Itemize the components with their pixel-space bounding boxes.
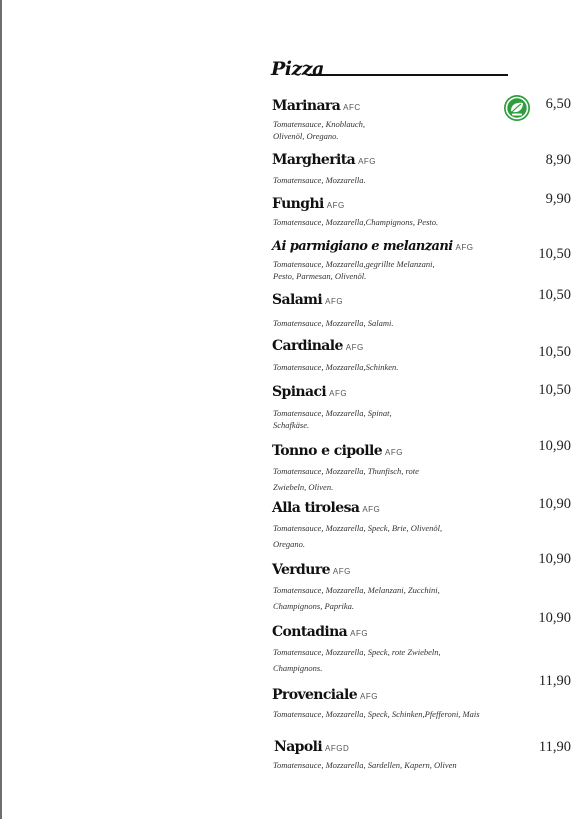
item-allergens: AFG (326, 201, 345, 210)
menu-item-marinara (272, 96, 582, 142)
menu-item-cardinale (272, 336, 582, 373)
menu-item-provenciale (272, 673, 582, 720)
menu-item-margherita (272, 150, 582, 186)
item-allergens: AFG (360, 692, 378, 701)
item-price: 10,50 (538, 246, 571, 262)
item-description: Tomatensauce, Mozzarella,gegrillte Melanzani, Pesto, Parmesan, Olivenöl. (273, 259, 435, 281)
item-name: Cardinale (272, 338, 343, 354)
section-title: Pizza (271, 58, 324, 80)
item-price: 10,50 (538, 344, 571, 360)
item-description: Tomatensauce, Mozzarella, Spinat, Schafkäse. (273, 408, 392, 430)
menu-item-salami (272, 287, 582, 329)
item-price: 6,50 (545, 96, 571, 112)
section-title-rule (308, 74, 508, 76)
item-description: Tomatensauce, Mozzarella,Champignons, Pesto. (273, 217, 439, 227)
menu-item-spinaci (272, 382, 582, 431)
item-price: 10,50 (538, 382, 571, 398)
item-name: Margherita (272, 152, 356, 168)
menu-item-verdure (272, 551, 582, 614)
menu-item-alla-tirolesa (272, 498, 582, 552)
item-description: Tomatensauce, Mozzarella, Speck, Brie, Olivenöl, Oregano. (273, 523, 443, 549)
item-allergens: AFG (455, 243, 474, 252)
item-price: 10,90 (538, 610, 571, 626)
item-allergens: AFG (350, 629, 369, 638)
item-name: Spinaci (272, 384, 327, 400)
item-description: Tomatensauce, Mozzarella, Thunfisch, rote Zwiebeln, Oliven. (273, 466, 419, 492)
item-name: Tonno e cipolle (272, 443, 383, 459)
item-description: Tomatensauce, Mozzarella, Speck, Schinken,Pfefferoni, Mais (273, 709, 480, 719)
item-description: Tomatensauce, Knoblauch, Olivenöl, Oregano. (273, 119, 366, 141)
item-name: Provenciale (272, 687, 358, 703)
menu-item-contadina (272, 610, 582, 676)
item-price: 10,90 (538, 551, 571, 567)
item-name: Ai parmigiano e melanzani (272, 239, 453, 254)
item-name: Alla tirolesa (272, 500, 360, 516)
item-description: Tomatensauce, Mozzarella. (273, 175, 366, 185)
item-price: 10,90 (538, 438, 571, 454)
item-allergens: AFG (325, 297, 344, 306)
menu-item-funghi (272, 191, 582, 228)
item-price: 8,90 (545, 152, 571, 168)
item-name: Verdure (272, 562, 330, 578)
item-name: Contadina (272, 624, 348, 640)
item-allergens: AFG (358, 157, 377, 166)
item-allergens: AFG (329, 389, 348, 398)
item-price: 10,50 (538, 287, 571, 303)
item-name: Salami (272, 292, 323, 308)
item-name: Funghi (272, 196, 324, 212)
menu-item-ai-parmigiano-e-melanzani (272, 236, 582, 282)
item-price: 10,90 (538, 496, 571, 512)
menu-item-tonno-e-cipolle (272, 438, 582, 495)
item-price: 11,90 (538, 739, 571, 755)
item-description: Tomatensauce, Mozzarella, Melanzani, Zucchini, Champignons, Paprika. (273, 585, 440, 611)
item-allergens: AFG (362, 505, 381, 514)
item-name: Marinara (272, 98, 341, 114)
item-name: Napoli (274, 739, 323, 755)
item-price: 11,90 (538, 673, 571, 689)
item-allergens: AFG (385, 448, 403, 457)
page-left-edge (0, 0, 2, 819)
item-description: Tomatensauce, Mozzarella,Schinken. (273, 362, 399, 372)
item-allergens: AFC (343, 103, 361, 112)
item-price: 9,90 (545, 191, 571, 207)
item-description: Tomatensauce, Mozzarella, Speck, rote Zwiebeln, Champignons. (273, 647, 441, 673)
item-allergens: AFG (345, 343, 364, 352)
item-allergens: AFG (332, 567, 351, 576)
item-description: Tomatensauce, Mozzarella, Sardellen, Kapern, Oliven (273, 760, 457, 770)
item-description: Tomatensauce, Mozzarella, Salami. (273, 318, 394, 328)
item-allergens: AFGD (325, 744, 350, 753)
menu-item-napoli (272, 737, 582, 771)
